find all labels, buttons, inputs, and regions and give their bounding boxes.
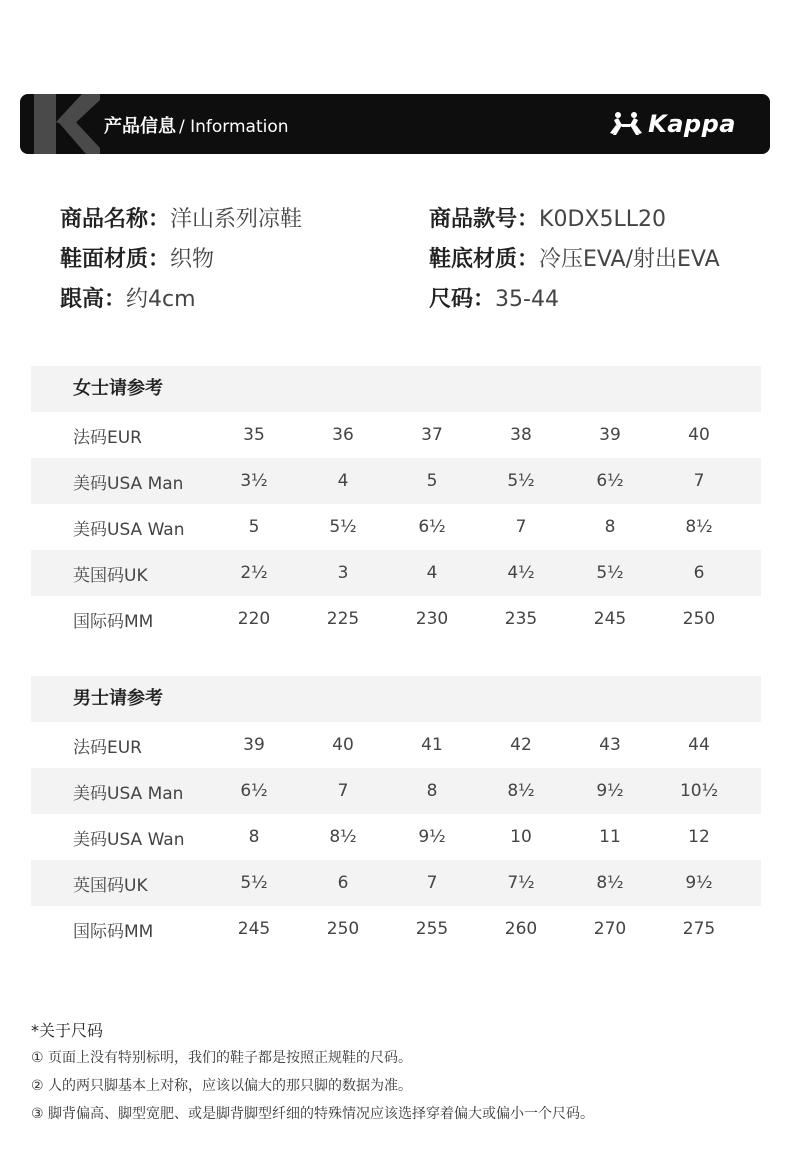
banner-title-cn: 产品信息: [104, 116, 176, 137]
info-key: 鞋面材质：: [60, 247, 171, 272]
size-value: 6: [693, 563, 705, 583]
size-value: 5½: [329, 517, 357, 537]
size-value: 6½: [240, 781, 268, 801]
size-value: 250: [326, 919, 360, 939]
size-notes: [31, 1018, 771, 1128]
size-value: 6½: [418, 517, 446, 537]
row-values: [209, 596, 761, 642]
size-value: 39: [599, 425, 621, 445]
table-row: [31, 596, 761, 642]
notes-lines: [31, 1044, 771, 1128]
info-banner: [20, 94, 770, 154]
size-value: 43: [599, 735, 621, 755]
size-value: 7: [515, 517, 527, 537]
size-value: 12: [688, 827, 710, 847]
size-value: 9½: [418, 827, 446, 847]
table-row: [31, 906, 761, 952]
size-value: 7: [693, 471, 705, 491]
table-row: [31, 412, 761, 458]
size-value: 220: [237, 609, 271, 629]
notes-title: *关于尺码: [31, 1021, 104, 1040]
size-value: 3½: [240, 471, 268, 491]
row-label: 法码EUR: [73, 427, 142, 448]
size-value: 275: [682, 919, 716, 939]
info-value: 冷压EVA/射出EVA: [539, 247, 720, 272]
size-value: 260: [504, 919, 538, 939]
size-value: 8½: [685, 517, 713, 537]
info-row: [60, 240, 760, 280]
size-value: 7: [426, 873, 438, 893]
row-values: [209, 458, 761, 504]
info-cell: [60, 240, 429, 280]
table-row: [31, 504, 761, 550]
size-value: 7½: [507, 873, 535, 893]
size-value: 5½: [240, 873, 268, 893]
info-value: 织物: [170, 247, 215, 272]
size-value: 8½: [507, 781, 535, 801]
size-value: 270: [593, 919, 627, 939]
size-value: 9½: [685, 873, 713, 893]
size-value: 44: [688, 735, 710, 755]
size-value: 42: [510, 735, 532, 755]
note-line: ① 页面上没有特别标明，我们的鞋子都是按照正规鞋的尺码。: [31, 1050, 412, 1066]
size-value: 10½: [679, 781, 719, 801]
kappa-omini-logo-icon: [608, 111, 644, 137]
size-value: 4: [426, 563, 438, 583]
table-row: [31, 860, 761, 906]
info-cell: [429, 240, 720, 280]
info-value: 35-44: [495, 287, 559, 312]
size-value: 40: [688, 425, 710, 445]
size-value: 235: [504, 609, 538, 629]
row-values: [209, 550, 761, 596]
size-value: 8: [604, 517, 616, 537]
size-value: 38: [510, 425, 532, 445]
info-key: 商品款号：: [429, 207, 540, 232]
size-value: 6½: [596, 471, 624, 491]
row-label: 国际码MM: [73, 921, 154, 942]
info-key: 商品名称：: [60, 207, 171, 232]
table-row: [31, 458, 761, 504]
size-value: 35: [243, 425, 265, 445]
row-values: [209, 722, 761, 768]
note-line: ② 人的两只脚基本上对称，应该以偏大的那只脚的数据为准。: [31, 1078, 412, 1094]
size-value: 9½: [596, 781, 624, 801]
size-value: 7: [337, 781, 349, 801]
size-value: 5: [248, 517, 260, 537]
banner-title: [104, 112, 289, 138]
row-label: 美码USA Wan: [73, 829, 185, 850]
info-row: [60, 280, 760, 320]
info-row: [60, 200, 760, 240]
info-key: 跟高：: [60, 287, 127, 312]
brand-name: Kappa: [648, 110, 736, 138]
info-cell: [429, 280, 559, 320]
size-value: 255: [415, 919, 449, 939]
info-key: 鞋底材质：: [429, 247, 540, 272]
size-value: 5: [426, 471, 438, 491]
row-values: [209, 504, 761, 550]
row-label: 法码EUR: [73, 737, 142, 758]
size-value: 3: [337, 563, 349, 583]
size-value: 8½: [596, 873, 624, 893]
size-value: 225: [326, 609, 360, 629]
size-value: 6: [337, 873, 349, 893]
size-value: 8: [426, 781, 438, 801]
size-value: 37: [421, 425, 443, 445]
row-values: [209, 860, 761, 906]
info-value: 约4cm: [126, 287, 196, 312]
row-label: 美码USA Man: [73, 783, 184, 804]
info-value: K0DX5LL20: [539, 207, 666, 232]
size-value: 5½: [596, 563, 624, 583]
table-title: 男士请参考: [31, 676, 761, 722]
size-value: 8: [248, 827, 260, 847]
info-key: 尺码：: [429, 287, 496, 312]
note-line: ③ 脚背偏高、脚型宽肥、或是脚背脚型纤细的特殊情况应该选择穿着偏大或偏小一个尺码。: [31, 1106, 594, 1122]
size-value: 2½: [240, 563, 268, 583]
size-value: 10: [510, 827, 532, 847]
table-row: [31, 550, 761, 596]
size-value: 39: [243, 735, 265, 755]
size-value: 41: [421, 735, 443, 755]
men-size-table: [31, 676, 761, 952]
size-value: 11: [599, 827, 621, 847]
size-value: 245: [593, 609, 627, 629]
row-label: 英国码UK: [73, 875, 148, 896]
info-value: 洋山系列凉鞋: [170, 207, 303, 232]
women-size-table: [31, 366, 761, 642]
kappa-logo: [608, 108, 736, 140]
row-values: [209, 412, 761, 458]
row-label: 美码USA Wan: [73, 519, 185, 540]
size-value: 230: [415, 609, 449, 629]
info-cell: [60, 280, 429, 320]
row-label: 国际码MM: [73, 611, 154, 632]
row-values: [209, 906, 761, 952]
row-values: [209, 814, 761, 860]
table-row: [31, 814, 761, 860]
size-value: 5½: [507, 471, 535, 491]
size-value: 4½: [507, 563, 535, 583]
table-row: [31, 768, 761, 814]
table-title: 女士请参考: [31, 366, 761, 412]
size-value: 36: [332, 425, 354, 445]
size-value: 250: [682, 609, 716, 629]
row-label: 美码USA Man: [73, 473, 184, 494]
row-values: [209, 768, 761, 814]
table-row: [31, 722, 761, 768]
banner-title-en: / Information: [179, 117, 289, 137]
product-info: [60, 200, 760, 320]
size-value: 40: [332, 735, 354, 755]
info-cell: [60, 200, 429, 240]
size-value: 8½: [329, 827, 357, 847]
size-value: 4: [337, 471, 349, 491]
k-letter-decoration: [20, 94, 100, 154]
info-cell: [429, 200, 666, 240]
row-label: 英国码UK: [73, 565, 148, 586]
size-value: 245: [237, 919, 271, 939]
